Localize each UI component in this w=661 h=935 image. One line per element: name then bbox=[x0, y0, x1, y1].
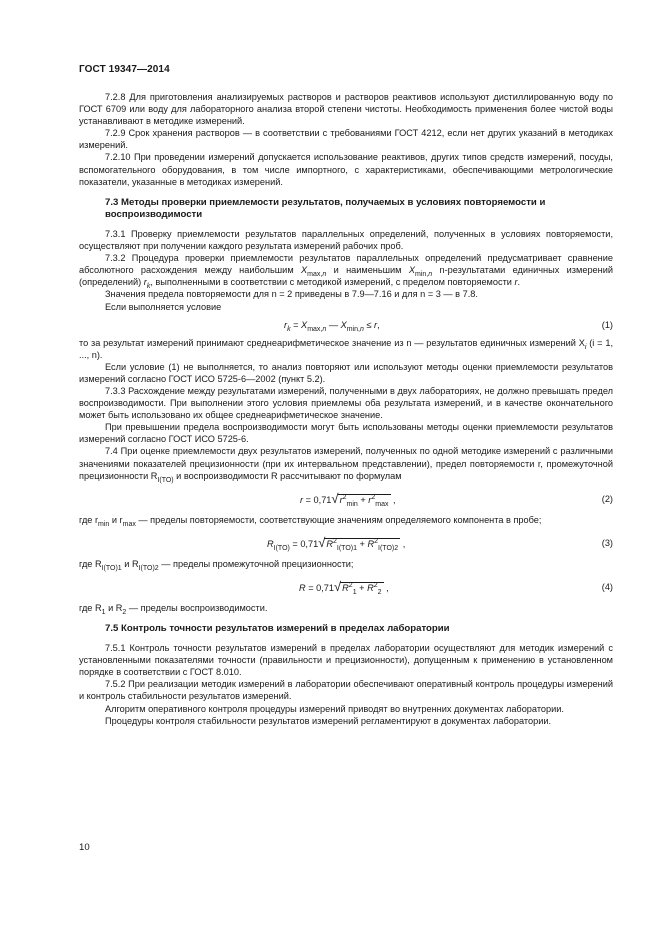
formula-4: $R = 0,71√R^2_1 + R^2_2$ , (4) bbox=[299, 578, 613, 596]
paragraph-7-2-10: 7.2.10 При проведении измерений допускается использование реактивов, других типов средств измерений, посуды, вспомогательного оборудования, в том числе импортного, с характеристиками, обеспечивающими метрологические показатели, указанные в методиках измерений. bbox=[79, 152, 613, 187]
document-body bbox=[79, 91, 613, 727]
paragraph-7-3-3: 7.3.3 Расхождение между результатами измерений, полученными в двух лабораториях, не должно превышать предел воспроизводимости. При выполнении этого условия приемлемы оба результата измерений, и в качестве окончательного может быть использовано их общее среднеарифметическое значение. bbox=[79, 385, 613, 421]
definition-formula-3: где $R_{I(TO)1}$ и $R_{I(TO)2}$ — пределы промежуточной прецизионности; bbox=[79, 558, 354, 572]
paragraph-condition-intro: Если выполняется условие bbox=[105, 301, 222, 312]
paragraph-procedures: Процедуры контроля стабильности результатов измерений регламентируют в документах лаборатории. bbox=[105, 715, 552, 726]
paragraph-exceed-reproducibility: При превышении предела воспроизводимости могут быть использованы методы оценки приемлемости результатов измерений согласно ГОСТ ИСО 5725-6. bbox=[79, 422, 613, 445]
definition-formula-4: где $R_1$ и $R_2$ — пределы воспроизводимости. bbox=[79, 602, 268, 616]
formula-4-number: (4) bbox=[601, 581, 613, 592]
paragraph-7-4: 7.4 При оценке приемлемости двух результатов измерений, полученных по одной методике измерений с различными значениями показателей прецизионности (при их интервальном представлении), предел повторяемости r, промежуточной прецизионности $R_{I(TO)}$ и воспроизводимости R рассчитывают по формулам bbox=[79, 446, 613, 484]
paragraph-7-5-1: 7.5.1 Контроль точности результатов измерений в пределах лаборатории осуществляют для методик измерений с установленными показателями точности (правильности и прецизионности), допущенным к применению в установленном порядке в соответствии с ГОСТ 8.010. bbox=[79, 643, 613, 678]
section-heading-7-5: 7.5 Контроль точности результатов измерений в пределах лаборатории bbox=[105, 623, 450, 634]
paragraph-algorithm: Алгоритм оперативного контроля процедуры измерений приводят во внутренних документах лаборатории. bbox=[105, 703, 564, 714]
paragraph-7-5-2: 7.5.2 При реализации методик измерений в лаборатории обеспечивают оперативный контроль процедуры измерений и контроль стабильности результатов измерений. bbox=[79, 679, 613, 702]
paragraph-7-2-8: 7.2.8 Для приготовления анализируемых растворов и растворов реактивов используют дистиллированную воду по ГОСТ 6709 или воду для лабораторного анализа второй степени чистоты. Необходимость применения более чистой воды устанавливают в методике измерений. bbox=[79, 92, 613, 127]
paragraph-repeatability-values: Значения предела повторяемости для n = 2 приведены в 7.9—7.16 и для n = 3 — в 7.8. bbox=[105, 289, 478, 300]
paragraph-condition-not-met: Если условие (1) не выполняется, то анализ повторяют или используют методы оценки приемлемости результатов измерений согласно ГОСТ ИСО 5725-6—2002 (пункт 5.2). bbox=[79, 361, 613, 384]
paragraph-7-3-2: 7.3.2 Процедура проверки приемлемости результатов параллельных определений предусматривает сравнение абсолютного расхождения между наибольшим $X_{max,n}$ и наименьшим $X_{min,n}$ n-результатами единичных измерений (определений) $r_k$, выполненными в соответствии с методикой измерений, с пределом повторяемости r. bbox=[79, 253, 613, 291]
formula-3-number: (3) bbox=[601, 537, 613, 548]
paragraph-7-2-9: 7.2.9 Срок хранения растворов — в соответствии с требованиями ГОСТ 4212, если нет других указаний в методиках измерений. bbox=[79, 128, 613, 151]
formula-3: $R_{I(TO)} = 0,71√R^2_{I(TO)1} + R^2_{I(TO)2}$ , (3) bbox=[267, 534, 613, 552]
formula-2-number: (2) bbox=[601, 493, 613, 504]
definition-formula-2: где $r_{min}$ и $r_{max}$ — пределы повторяемости, соответствующие значениям определяемого компонента в пробе; bbox=[79, 514, 542, 528]
formula-1-number: (1) bbox=[601, 319, 613, 330]
formula-2: $r = 0,71√r^2_{min} + r^2_{max}$ , (2) bbox=[300, 490, 613, 508]
paragraph-result-mean: то за результат измерений принимают среднеарифметическое значение из n — результатов единичных измерений $X_i$ (i = 1, ..., n). bbox=[79, 337, 613, 360]
formula-1: $r_k = X_{max,n}$ — $X_{min,n} \le r$, (1) bbox=[284, 319, 613, 333]
page-header: ГОСТ 19347—2014 bbox=[79, 64, 170, 75]
section-heading-7-3: 7.3 Методы проверки приемлемости результатов, получаемых в условиях повторяемости и воспроизводимости bbox=[105, 196, 546, 220]
paragraph-7-3-1: 7.3.1 Проверку приемлемости результатов параллельных определений, полученных в условиях повторяемости, осуществляют при получении каждого результата измерений рабочих проб. bbox=[79, 228, 613, 252]
page-number: 10 bbox=[79, 842, 90, 853]
